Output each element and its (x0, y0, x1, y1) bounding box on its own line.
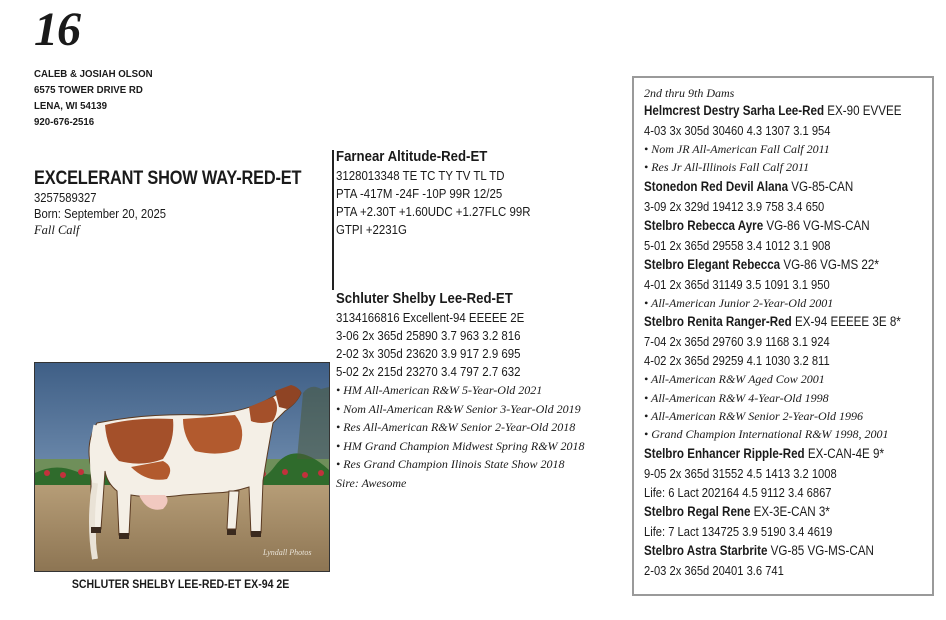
ancestor-dam-name: Helmcrest Destry Sarha Lee-Red (644, 103, 825, 118)
sire-detail-line: GTPI +2231G (336, 222, 407, 237)
animal-name: EXCELERANT SHOW WAY-RED-ET (34, 168, 302, 189)
consignor-block (34, 66, 153, 130)
dam-award: • HM All-American R&W 5-Year-Old 2021 (336, 383, 543, 397)
ancestor-dam-award: • All-American R&W Senior 2-Year-Old 1996 (644, 409, 863, 424)
ancestor-dam-award: • Res Jr All-Illinois Fall Calf 2011 (644, 160, 810, 175)
ancestor-dam-name: Stelbro Astra Starbrite (644, 542, 768, 558)
dam-details (336, 309, 626, 381)
dam-award: • HM Grand Champion Midwest Spring R&W 2018 (336, 438, 585, 453)
ancestor-dam-award: • All-American R&W 4-Year-Old 1998 (644, 390, 829, 405)
dam-sire-line: Sire: Awesome (336, 475, 407, 490)
ancestor-dam-record: Life: 6 Lact 202164 4.5 9112 3.4 6867 (644, 484, 832, 500)
dam-detail-line: 3-06 2x 365d 25890 3.7 963 3.2 816 (336, 328, 521, 343)
sire-details (336, 167, 626, 239)
animal-birthdate: Born: September 20, 2025 (34, 207, 166, 221)
dam-detail-line: 2-02 3x 305d 23620 3.9 917 2.9 695 (336, 346, 521, 361)
ancestor-dam-name-row (644, 502, 892, 522)
ancestor-dam-name-row (644, 312, 901, 332)
dam-award: • Res All-American R&W Senior 2-Year-Old 2018 (336, 420, 576, 434)
ancestor-dam-name: Stonedon Red Devil Alana (644, 178, 789, 194)
ancestor-dam-name: Stelbro Regal Rene (644, 503, 751, 519)
dams-list (644, 101, 932, 580)
ancestor-dam-name: Stelbro Renita Ranger-Red (644, 314, 792, 330)
ancestor-dam-record: 9-05 2x 365d 31552 4.5 1413 3.2 1008 (644, 465, 837, 481)
animal-class: Fall Calf (34, 223, 80, 237)
ancestor-dam-name: Stelbro Elegant Rebecca (644, 256, 781, 272)
cow-photo (34, 362, 330, 572)
ancestor-dam-score: VG-85 VG-MS-CAN (767, 542, 874, 558)
photo-caption: SCHLUTER SHELBY LEE-RED-ET EX-94 2E (72, 577, 290, 591)
ancestor-dam-record: Life: 7 Lact 134725 3.9 5190 3.4 4619 (644, 523, 833, 539)
ancestor-dam-record: 4-01 2x 365d 31149 3.5 1091 3.1 950 (644, 276, 830, 292)
ancestor-dam-score: VG-85-CAN (788, 178, 854, 194)
dam-detail-line: 5-02 2x 215d 23270 3.4 797 2.7 632 (336, 364, 521, 379)
ancestor-dam-award: • All-American Junior 2-Year-Old 2001 (644, 295, 834, 310)
ancestor-dam-name-row (644, 216, 892, 236)
consignor-phone: 920-676-2516 (34, 116, 95, 128)
consignor-city: LENA, WI 54139 (34, 100, 108, 112)
ancestor-dam-record: 2-03 2x 365d 20401 3.6 741 (644, 562, 784, 578)
ancestor-dam-record: 3-09 2x 329d 19412 3.9 758 3.4 650 (644, 198, 825, 214)
ancestor-dam-name-row (644, 177, 892, 197)
ancestor-dam-record: 7-04 2x 365d 29760 3.9 1168 3.1 924 (644, 334, 830, 350)
consignor-address: 6575 TOWER DRIVE RD (34, 84, 143, 96)
ancestor-dam-name-row (644, 255, 892, 275)
consignor-name: CALEB & JOSIAH OLSON (34, 68, 153, 80)
ancestor-dam-name-row (644, 101, 902, 121)
dam-award: • Res Grand Champion Ilinois State Show 2018 (336, 457, 565, 471)
photo-signature: Lyndall Photos (263, 548, 312, 557)
dam-block (336, 289, 626, 492)
lot-number: 16 (34, 3, 80, 56)
ancestor-dam-score: EX-CAN-4E 9* (804, 445, 884, 461)
ancestor-dam-score: EX-94 EEEEE 3E 8* (791, 314, 901, 330)
sire-detail-line: PTA -417M -24F -10P 99R 12/25 (336, 186, 503, 201)
dam-awards (336, 381, 626, 474)
ancestor-dam-record: 4-03 3x 305d 30460 4.3 1307 3.1 954 (644, 123, 831, 138)
pedigree-divider (332, 150, 334, 290)
sire-detail-line: PTA +2.30T +1.60UDC +1.27FLC 99R (336, 204, 531, 219)
ancestor-dam-record: 4-02 2x 365d 29259 4.1 1030 3.2 811 (644, 353, 830, 369)
ancestor-dam-award: • Nom JR All-American Fall Calf 2011 (644, 142, 830, 156)
dam-award: • Nom All-American R&W Senior 3-Year-Old 2019 (336, 401, 581, 416)
ancestor-dam-score: EX-90 EVVEE (824, 103, 902, 118)
ancestor-dam-name: Stelbro Rebecca Ayre (644, 217, 764, 233)
sire-block (336, 147, 626, 239)
sire-detail-line: 3128013348 TE TC TY TV TL TD (336, 168, 505, 183)
ancestor-dam-score: EX-3E-CAN 3* (750, 503, 830, 519)
dams-box (632, 76, 934, 596)
ancestor-dam-score: VG-86 VG-MS 22* (780, 256, 879, 272)
ancestor-dam-record: 5-01 2x 365d 29558 3.4 1012 3.1 908 (644, 237, 831, 253)
animal-block (34, 168, 324, 238)
sire-name: Farnear Altitude-Red-ET (336, 148, 488, 165)
ancestor-dam-award: • All-American R&W Aged Cow 2001 (644, 372, 825, 387)
dam-detail-line: 3134166816 Excellent-94 EEEEE 2E (336, 310, 525, 325)
dams-box-header: 2nd thru 9th Dams (644, 86, 735, 100)
cow-illustration (35, 363, 329, 571)
ancestor-dam-score: VG-86 VG-MS-CAN (763, 217, 870, 233)
ancestor-dam-name-row (644, 541, 892, 561)
dam-name: Schluter Shelby Lee-Red-ET (336, 290, 513, 307)
ancestor-dam-award: • Grand Champion International R&W 1998, 2001 (644, 427, 889, 442)
ancestor-dam-name-row (644, 444, 892, 464)
animal-registration: 3257589327 (34, 191, 97, 205)
ancestor-dam-name: Stelbro Enhancer Ripple-Red (644, 445, 805, 461)
